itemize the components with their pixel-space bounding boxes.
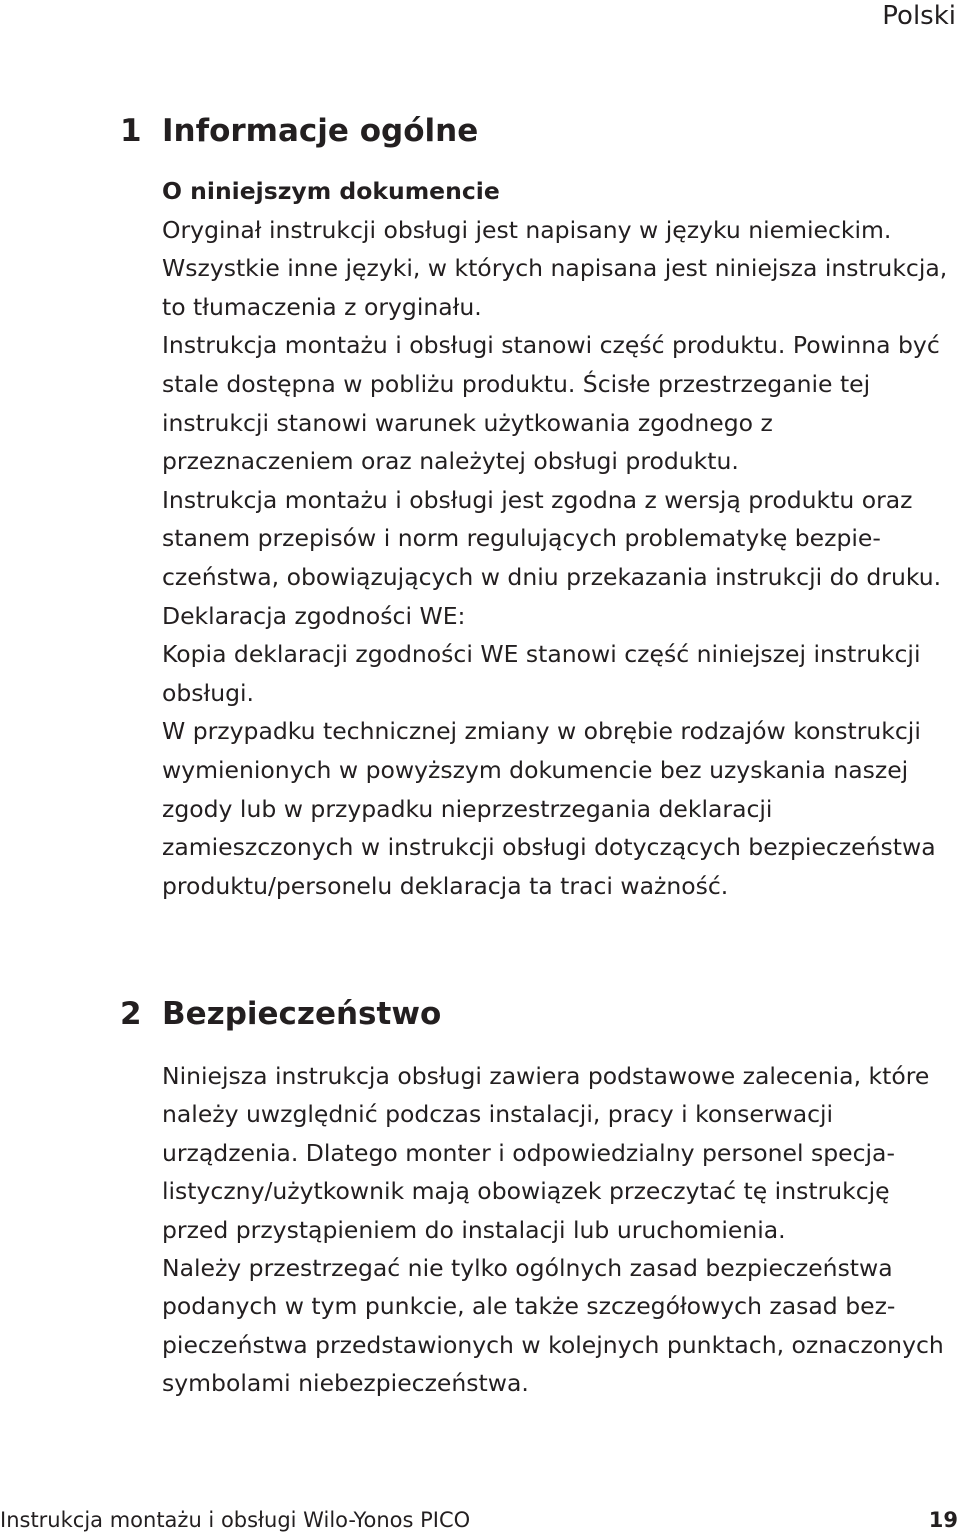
section-1-body bbox=[162, 172, 960, 905]
paragraph: Instrukcja montażu i obsługi jest zgodna z wersją produktu oraz stanem przepisów i norm regulujących problematykę bezpieczeństwa, obowiązujących w dniu przekazania instrukcji do druku. bbox=[162, 485, 942, 591]
paragraph: W przypadku technicznej zmiany w obrębie rodzajów konstrukcji wymienionych w powyższym dokumencie bez uzyskania naszej zgody lub w przypadku nieprzestrzegania deklaracji zamieszczonych w instrukcji obsługi dotyczących bezpieczeństwa produktu/personelu deklaracja ta traci ważność. bbox=[162, 717, 936, 900]
footer-document-title: Instrukcja montażu i obsługi Wilo-Yonos PICO bbox=[0, 1508, 471, 1532]
section-2-title: Bezpieczeństwo bbox=[162, 996, 442, 1032]
footer-page-number: 19 bbox=[928, 1508, 958, 1532]
section-2-body bbox=[162, 1057, 960, 1403]
paragraph: Kopia deklaracji zgodności WE stanowi część niniejszej instrukcji obsługi. bbox=[162, 640, 921, 707]
section-1-heading bbox=[120, 111, 478, 151]
paragraph: Należy przestrzegać nie tylko ogólnych zasad bezpieczeństwa podanych w tym punkcie, ale także szczegółowych zasad bezpieczeństwa przedstawionych w kolejnych punktach, oznaczonych symbolami niebezpieczeństwa. bbox=[162, 1254, 944, 1398]
section-1-title: Informacje ogólne bbox=[162, 113, 479, 149]
paragraph: Instrukcja montażu i obsługi stanowi część produktu. Powinna być stale dostępna w pobliżu produktu. Ścisłe przestrzeganie tej instrukcji stanowi warunek użytkowania zgodnego z przeznaczeniem oraz należytej obsługi produktu. bbox=[162, 331, 940, 476]
section-2-heading bbox=[120, 994, 441, 1034]
section-1-number: 1 bbox=[120, 113, 142, 149]
section-2-number: 2 bbox=[120, 996, 142, 1032]
paragraph: Deklaracja zgodności WE: bbox=[162, 601, 466, 630]
language-label: Polski bbox=[882, 1, 956, 31]
paragraph: Wszystkie inne języki, w których napisana jest niniejsza instrukcja, to tłumaczenia z oryginału. bbox=[162, 254, 948, 321]
subheading-about-document: O niniejszym dokumencie bbox=[162, 177, 500, 205]
paragraph: Oryginał instrukcji obsługi jest napisany w języku niemieckim. bbox=[162, 215, 892, 244]
paragraph: Niniejsza instrukcja obsługi zawiera podstawowe zalecenia, które należy uwzględnić podczas instalacji, pracy i konserwacji urządzenia. Dlatego monter i odpowiedzialny personel specjalistyczny/użytkownik mają obowiązek przeczytać tę instrukcję przed przystąpieniem do instalacji lub uruchomienia. bbox=[162, 1062, 930, 1244]
